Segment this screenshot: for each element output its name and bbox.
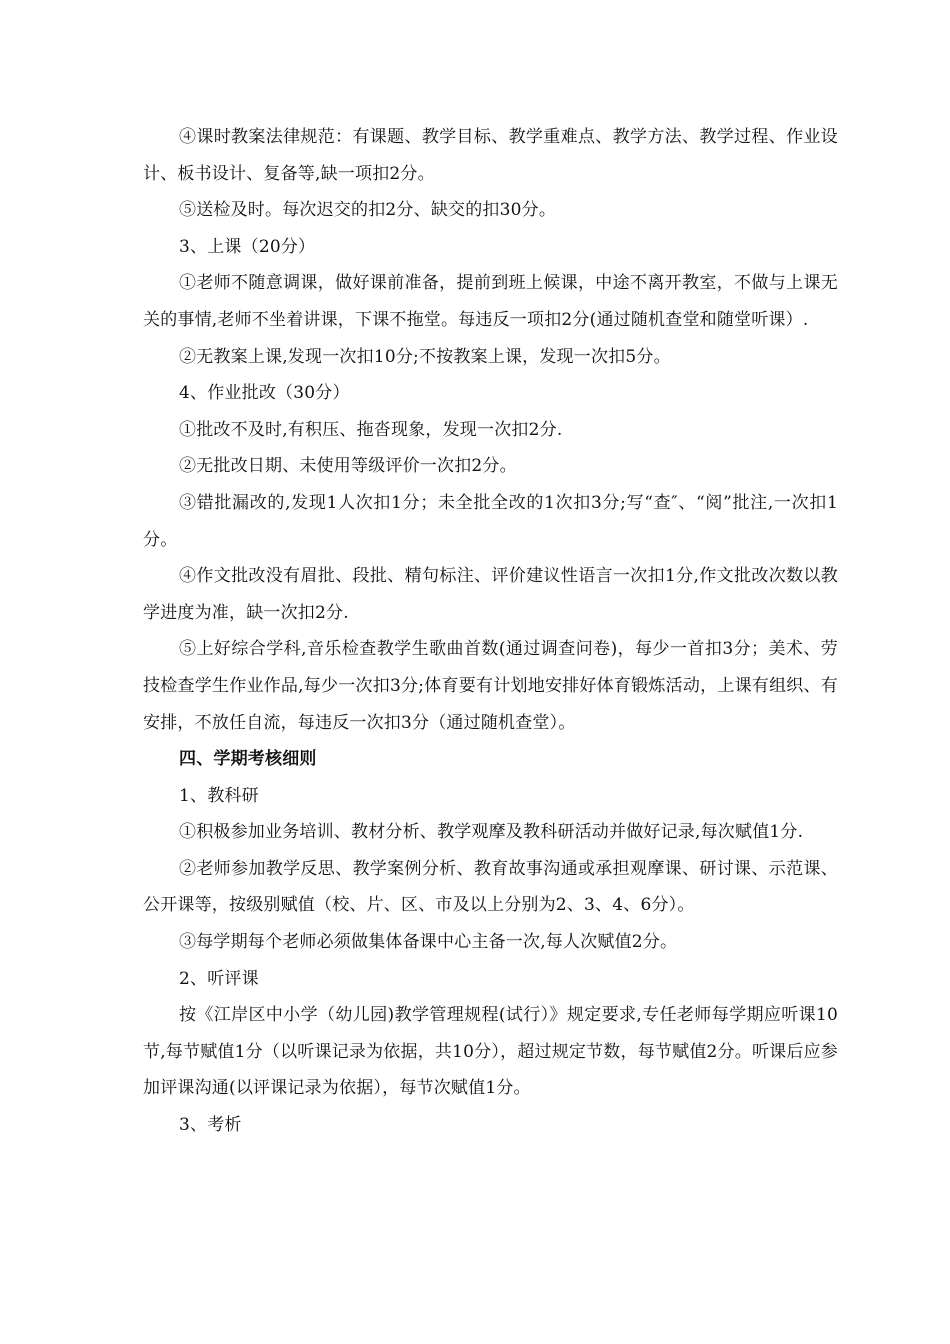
document-body bbox=[143, 119, 838, 1144]
paragraph-grading-timeliness: ①批改不及时,有积压、拖沓现象，发现一次扣2分. bbox=[179, 419, 563, 440]
section-heading-homework-grading: 4、作业批改（30分） bbox=[179, 383, 350, 404]
paragraph-reflection: ②老师参加教学反思、教学案例分析、教育故事沟通或承担观摩课、研讨课、示范课、公开课等，按级别赋值（校、片、区、市及以上分别为2、3、4、6分）。 bbox=[143, 858, 838, 916]
section-heading-class-teaching: 3、上课（20分） bbox=[179, 236, 316, 257]
paragraph-grading-errors: ③错批漏改的,发现1人次扣1分；未全批全改的1次扣3分;写“查″、“阅”批注,一次扣1分。 bbox=[143, 492, 838, 550]
paragraph-class-rules: ①老师不随意调课，做好课前准备，提前到班上候课，中途不离开教室，不做与上课无关的事情,老师不坐着讲课，下课不拖堂。每违反一项扣2分(通过随机查堂和随堂听课）. bbox=[143, 273, 838, 330]
section-heading-research: 1、教科研 bbox=[179, 785, 259, 806]
paragraph-collective-lesson-prep: ③每学期每个老师必须做集体备课中心主备一次,每人次赋值2分。 bbox=[179, 932, 678, 953]
paragraph-lesson-plan-standards: ④课时教案法律规范：有课题、教学目标、教学重难点、教学方法、教学过程、作业设计、板书设计、复备等,缺一项扣2分。 bbox=[143, 127, 838, 184]
paragraph-observation-rules: 按《江岸区中小学（幼儿园)教学管理规程(试行）》规定要求,专任老师每学期应听课10节,每节赋值1分（以听课记录为依据，共10分），超过规定节数，每节赋值2分。听课后应参加评课沟通(以评课记录为依据），每节次赋值1分。 bbox=[143, 1005, 838, 1099]
paragraph-training: ①积极参加业务培训、教材分析、教学观摩及教科研活动并做好记录,每次赋值1分. bbox=[179, 822, 804, 843]
section-heading-exam-analysis: 3、考析 bbox=[179, 1115, 242, 1136]
paragraph-timely-submission: ⑤送检及时。每次迟交的扣2分、缺交的扣30分。 bbox=[179, 200, 557, 221]
section-heading-lesson-observation: 2、听评课 bbox=[179, 968, 259, 989]
paragraph-no-lesson-plan: ②无教案上课,发现一次扣10分;不按教案上课，发现一次扣5分。 bbox=[179, 346, 671, 367]
paragraph-grading-date: ②无批改日期、未使用等级评价一次扣2分。 bbox=[179, 456, 517, 477]
paragraph-comprehensive-subjects: ⑤上好综合学科,音乐检查教学生歌曲首数(通过调查问卷)，每少一首扣3分；美术、劳技检查学生作业作品,每少一次扣3分;体育要有计划地安排好体育锻炼活动，上课有组织、有安排，不放任自流，每违反一次扣3分（通过随机查堂）。 bbox=[143, 639, 838, 733]
section-heading-semester-assessment: 四、学期考核细则 bbox=[179, 749, 317, 770]
paragraph-essay-grading: ④作文批改没有眉批、段批、精句标注、评价建议性语言一次扣1分,作文批改次数以教学进度为准，缺一次扣2分. bbox=[143, 566, 838, 623]
